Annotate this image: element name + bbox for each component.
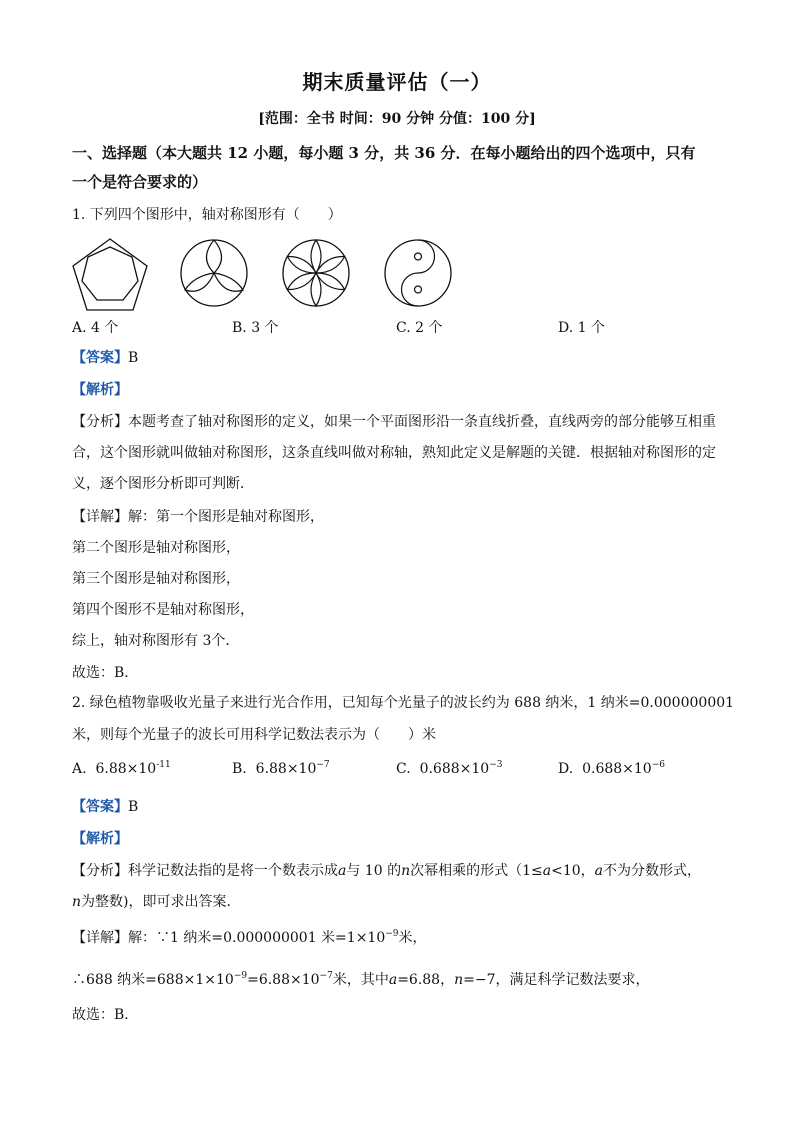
q1-final-line: 故选：B． <box>72 665 139 681</box>
q1-option-b: B. 3 个 <box>232 320 279 336</box>
q1-option-c: C. 2 个 <box>396 320 443 336</box>
q1-xiangjie-tag: 【详解】 <box>72 509 128 525</box>
q1-answer-tag: 【答案】 <box>72 350 128 366</box>
q2-stem-line1: 2. 绿色植物靠吸收光量子来进行光合作用，已知每个光量子的波长约为 688 纳米，1 纳米=0.000000001 <box>72 695 735 711</box>
pentagon-heptagon-figure <box>72 236 152 314</box>
q1-option-d: D. 1 个 <box>558 320 605 336</box>
q1-fenxi-text1: 本题考查了轴对称图形的定义，如果一个平面图形沿一条直线折叠，直线两旁的部分能够互相重 <box>128 414 716 430</box>
q1-detail-line: 第四个图形不是轴对称图形， <box>72 602 254 618</box>
q2-final-line: 故选：B． <box>72 1007 139 1023</box>
page-title: 期末质量评估（一） <box>302 70 492 94</box>
q2-stem-line2: 米，则每个光量子的波长可用科学记数法表示为（ ）米 <box>72 727 436 743</box>
three-petal-circle-figure <box>179 238 249 308</box>
q1-stem: 1. 下列四个图形中，轴对称图形有（ ） <box>72 207 342 223</box>
q1-xiangjie-line <box>72 506 324 526</box>
q1-detail-line: 综上，轴对称图形有 3个． <box>72 633 240 649</box>
q1-fenxi-tag: 【分析】 <box>72 414 128 430</box>
q2-option-c: C. $0.688\times 10^{-3}$ <box>396 760 503 777</box>
q2-fenxi-line1: 【分析】科学记数法指的是将一个数表示成a与 10 的n次幂相乘的形式（1≤a<10，a不为分数形式， <box>72 863 702 879</box>
yin-yang-figure <box>383 238 453 308</box>
q2-analysis-tag: 【解析】 <box>72 831 128 847</box>
q1-fenxi-line2: 合，这个图形就叫做轴对称图形，这条直线叫做对称轴，熟知此定义是解题的关键．根据轴对称图形的定 <box>72 445 716 461</box>
q1-fenxi-line3: 义，逐个图形分析即可判断． <box>72 476 254 492</box>
q1-option-a: A. 4 个 <box>72 320 119 336</box>
q1-answer: B <box>128 350 139 366</box>
q2-answer: B <box>128 799 139 815</box>
q2-option-d: D. $0.688\times 10^{-6}$ <box>558 760 665 777</box>
q2-xiangjie-line: 【详解】解：∵1 纳米=0.000000001 米$=1\times 10^{-9}$米， <box>72 929 427 946</box>
q2-answer-tag: 【答案】 <box>72 799 128 815</box>
q1-xiangjie-text: 解：第一个图形是轴对称图形， <box>128 509 324 525</box>
q2-fenxi-line2: n为整数)，即可求出答案． <box>72 894 241 910</box>
six-petal-circle-figure <box>281 238 351 308</box>
q2-option-a: A. $6.88\times 10^{-11}$ <box>72 760 171 777</box>
page-subtitle: [范围：全书 时间：90 分钟 分值：100 分] <box>258 111 536 127</box>
q2-option-b: B. $6.88\times 10^{-7}$ <box>232 760 330 777</box>
section-heading-line1: 一、选择题（本大题共 12 小题，每小题 3 分，共 36 分．在每小题给出的四个选项中，只有 <box>72 144 696 162</box>
q1-detail-line: 第三个图形是轴对称图形， <box>72 571 240 587</box>
q1-detail-line: 第二个图形是轴对称图形， <box>72 540 240 556</box>
q1-analysis-tag: 【解析】 <box>72 382 128 398</box>
section-heading-line2: 一个是符合要求的） <box>72 173 208 191</box>
q2-answer-line <box>72 796 138 816</box>
q2-step-line: ∴688 纳米$=688\times 1\times 10^{-9}=6.88\times 10^{-7}$米，其中a=6.88，n=−7，满足科学记数法要求， <box>72 971 650 988</box>
q1-fenxi-line1 <box>72 411 716 431</box>
q1-answer-line <box>72 347 138 367</box>
